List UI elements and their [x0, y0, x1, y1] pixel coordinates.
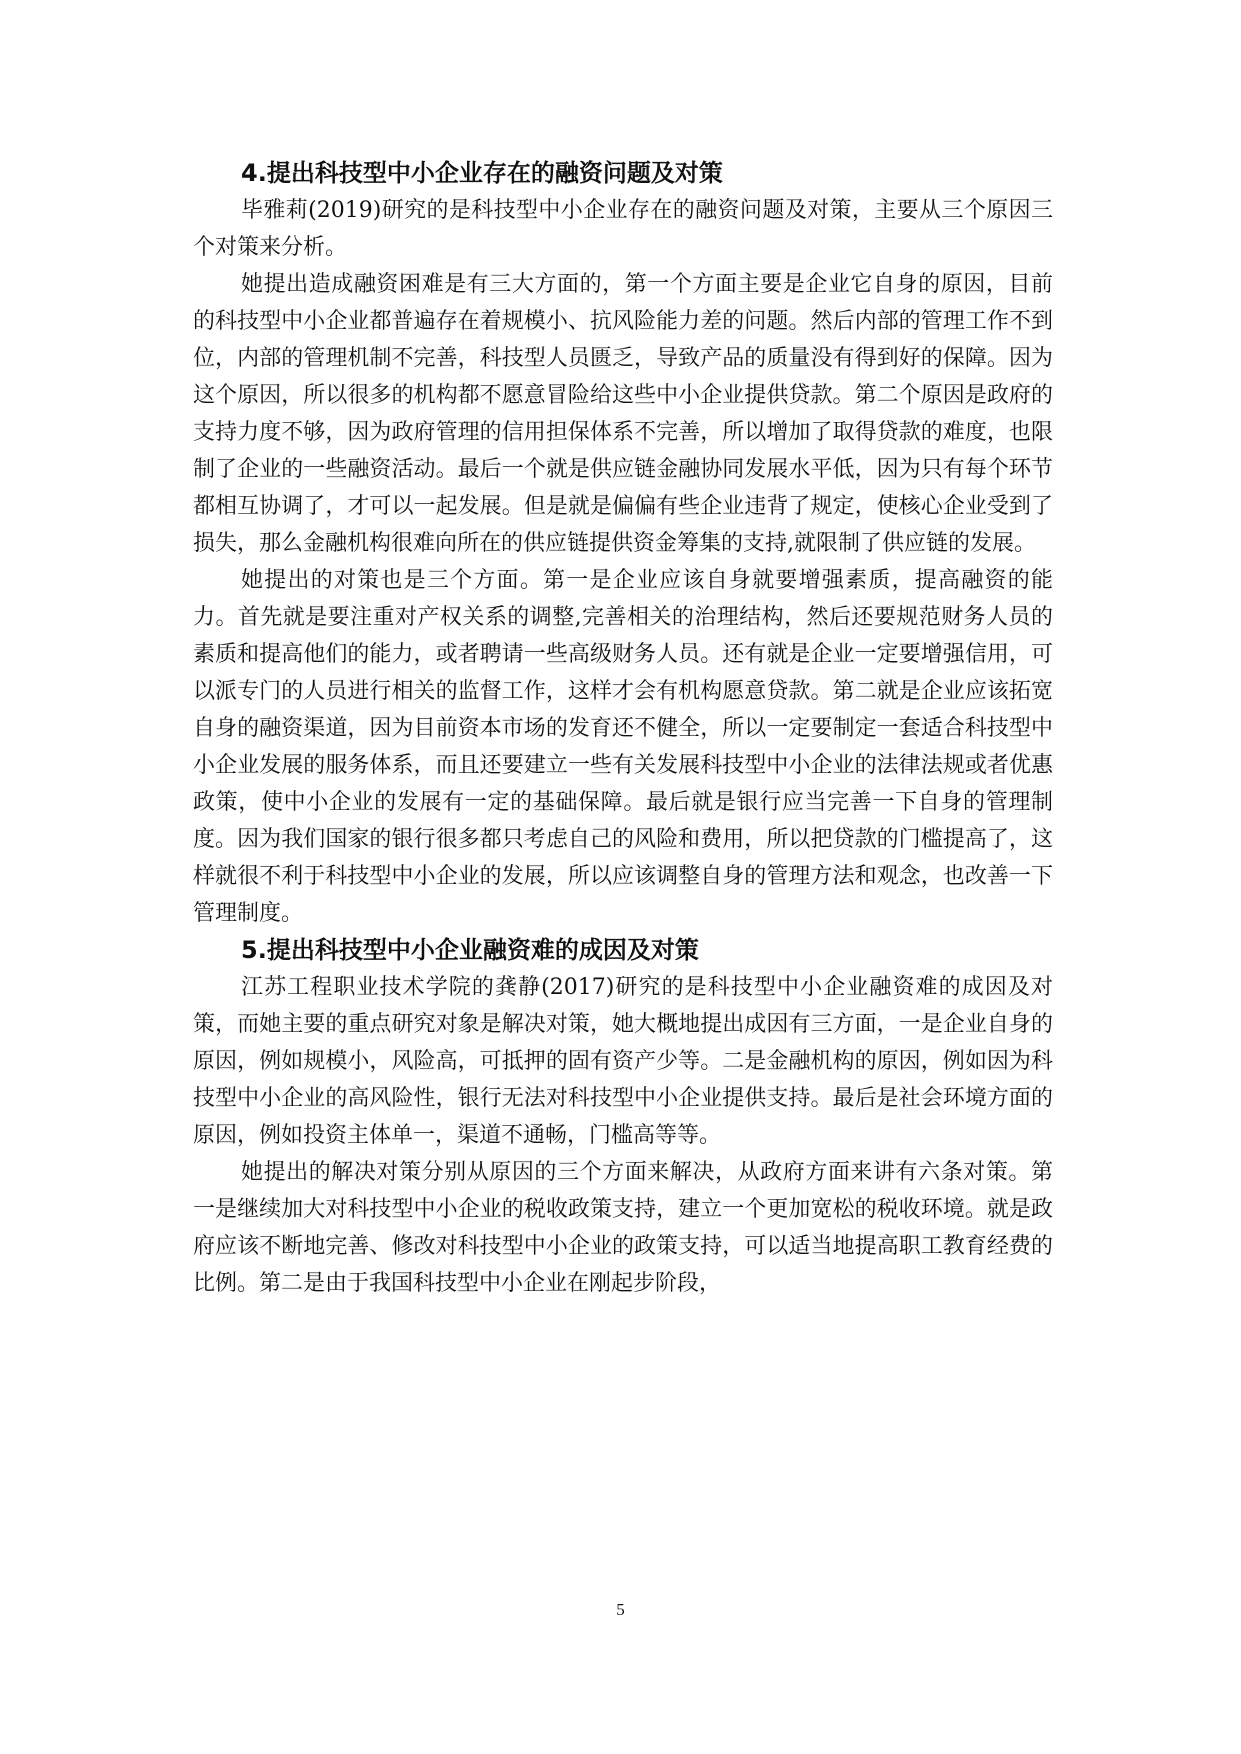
section-heading-5: 5.提出科技型中小企业融资难的成因及对策: [241, 936, 699, 964]
document-page: [193, 155, 1053, 1302]
page-number: 5: [616, 1600, 625, 1619]
paragraph: 她提出的对策也是三个方面。第一是企业应该自身就要增强素质，提高融资的能力。首先就是要注重对产权关系的调整,完善相关的治理结构，然后还要规范财务人员的素质和提高他们的能力，或者聘请一些高级财务人员。还有就是企业一定要增强信用，可以派专门的人员进行相关的监督工作，这样才会有机构愿意贷款。第二就是企业应该拓宽自身的融资渠道，因为目前资本市场的发育还不健全，所以一定要制定一套适合科技型中小企业发展的服务体系，而且还要建立一些有关发展科技型中小企业的法律法规或者优惠政策，使中小企业的发展有一定的基础保障。最后就是银行应当完善一下自身的管理制度。因为我们国家的银行很多都只考虑自己的风险和费用，所以把贷款的门槛提高了，这样就很不利于科技型中小企业的发展，所以应该调整自身的管理方法和观念，也改善一下管理制度。: [193, 568, 1053, 926]
section-heading-4: 4.提出科技型中小企业存在的融资问题及对策: [241, 159, 723, 187]
paragraph: 她提出的解决对策分别从原因的三个方面来解决，从政府方面来讲有六条对策。第一是继续加大对科技型中小企业的税收政策支持，建立一个更加宽松的税收环境。就是政府应该不断地完善、修改对科技型中小企业的政策支持，可以适当地提高职工教育经费的比例。第二是由于我国科技型中小企业在刚起步阶段，: [193, 1160, 1053, 1296]
paragraph: 毕雅莉(2019)研究的是科技型中小企业存在的融资问题及对策，主要从三个原因三个对策来分析。: [193, 198, 1053, 260]
paragraph: 江苏工程职业技术学院的龚静(2017)研究的是科技型中小企业融资难的成因及对策，而她主要的重点研究对象是解决对策，她大概地提出成因有三方面，一是企业自身的原因，例如规模小，风险高，可抵押的固有资产少等。二是金融机构的原因，例如因为科技型中小企业的高风险性，银行无法对科技型中小企业提供支持。最后是社会环境方面的原因，例如投资主体单一，渠道不通畅，门槛高等等。: [193, 975, 1053, 1148]
paragraph: 她提出造成融资困难是有三大方面的，第一个方面主要是企业它自身的原因，目前的科技型中小企业都普遍存在着规模小、抗风险能力差的问题。然后内部的管理工作不到位，内部的管理机制不完善，科技型人员匮乏，导致产品的质量没有得到好的保障。因为这个原因，所以很多的机构都不愿意冒险给这些中小企业提供贷款。第二个原因是政府的支持力度不够，因为政府管理的信用担保体系不完善，所以增加了取得贷款的难度，也限制了企业的一些融资活动。最后一个就是供应链金融协同发展水平低，因为只有每个环节都相互协调了，才可以一起发展。但是就是偏偏有些企业违背了规定，使核心企业受到了损失，那么金融机构很难向所在的供应链提供资金筹集的支持,就限制了供应链的发展。: [193, 272, 1053, 556]
